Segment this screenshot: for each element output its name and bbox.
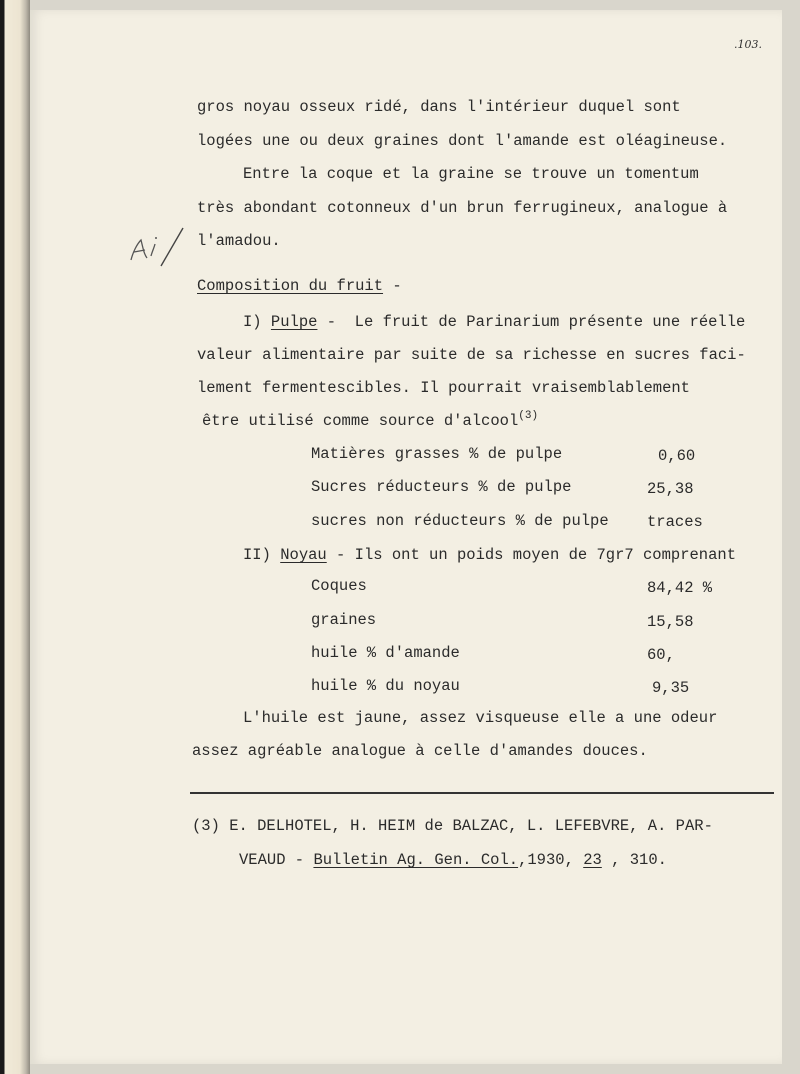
footnote-line: (3) E. DELHOTEL, H. HEIM de BALZAC, L. LEFEBVRE, A. PAR- xyxy=(192,817,713,835)
text-line: l'amadou. xyxy=(197,232,281,250)
noyau-line xyxy=(243,545,736,565)
footnote-page: , 310. xyxy=(611,851,667,869)
composition-dash: - xyxy=(392,277,402,295)
table-row-label: Sucres réducteurs % de pulpe xyxy=(311,478,572,496)
pulpe-line-1 xyxy=(243,312,745,332)
table-row-label: huile % d'amande xyxy=(311,644,460,662)
text-line xyxy=(202,411,538,433)
table-row-value: 0,60 xyxy=(658,447,696,465)
page-number: .103. xyxy=(734,38,762,51)
noyau-number: II) xyxy=(243,546,271,564)
binding-edge xyxy=(0,0,30,1074)
table-row-value: 60, xyxy=(647,646,675,664)
footnote-authors-end: VEAUD - xyxy=(239,851,305,869)
table-row-label: huile % du noyau xyxy=(311,677,460,695)
noyau-label: Noyau xyxy=(280,546,327,564)
table-row-value: 15,58 xyxy=(647,613,694,631)
pulpe-number: I) xyxy=(243,313,262,331)
noyau-text: - Ils ont un poids moyen de 7gr7 comprenant xyxy=(336,546,737,564)
table-row-label: Coques xyxy=(311,577,367,595)
text-line: lement fermentescibles. Il pourrait vraisemblablement xyxy=(197,379,690,397)
document-page xyxy=(30,10,782,1064)
footnote-journal: Bulletin Ag. Gen. Col. xyxy=(313,851,519,869)
pulpe-dash: - xyxy=(326,313,337,331)
text-line: gros noyau osseux ridé, dans l'intérieur duquel sont xyxy=(197,98,681,116)
handwritten-mark-icon xyxy=(125,222,185,272)
table-row-label: Matières grasses % de pulpe xyxy=(311,445,563,463)
table-row-value: traces xyxy=(647,513,703,531)
text-line: L'huile est jaune, assez visqueuse elle a une odeur xyxy=(243,709,718,727)
table-row-label: sucres non réducteurs % de pulpe xyxy=(311,512,609,530)
text-line: logées une ou deux graines dont l'amande est oléagineuse. xyxy=(197,132,728,150)
text-line: assez agréable analogue à celle d'amandes douces. xyxy=(192,742,648,760)
table-row-value: 84,42 % xyxy=(647,579,713,597)
pulpe-line-4: être utilisé comme source d'alcool xyxy=(202,412,519,430)
composition-heading: Composition du fruit xyxy=(197,277,384,295)
pulpe-text: Le fruit de Parinarium présente une réelle xyxy=(354,313,746,331)
footnote-ref: (3) xyxy=(518,410,539,422)
footnote-divider xyxy=(190,792,774,794)
footnote-year: ,1930, xyxy=(518,851,574,869)
text-line: très abondant cotonneux d'un brun ferrugineux, analogue à xyxy=(197,199,728,217)
footnote-line xyxy=(239,850,667,870)
text-line: valeur alimentaire par suite de sa richesse en sucres faci- xyxy=(197,346,746,364)
table-row-label: graines xyxy=(311,611,377,629)
table-row-value: 25,38 xyxy=(647,480,694,498)
footnote-volume: 23 xyxy=(583,851,602,869)
text-line: Entre la coque et la graine se trouve un tomentum xyxy=(243,165,699,183)
table-row-value: 9,35 xyxy=(652,679,690,697)
margin-handwritten-note xyxy=(125,222,185,277)
pulpe-label: Pulpe xyxy=(270,313,318,331)
section-heading xyxy=(197,276,402,296)
